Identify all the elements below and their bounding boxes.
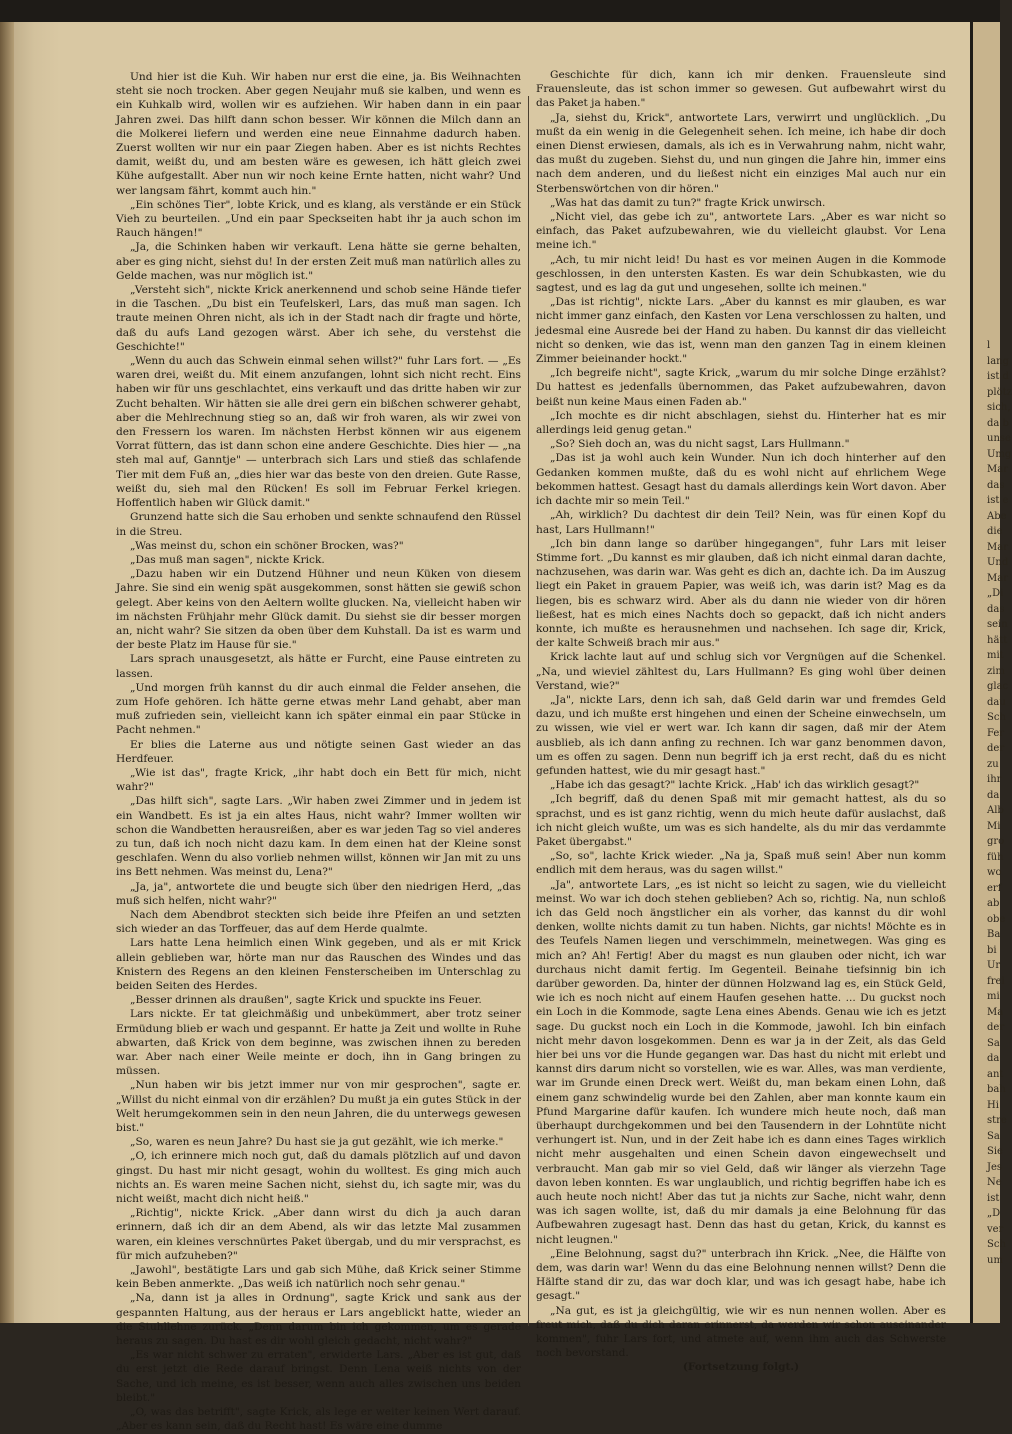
next-page-fragment: erf: [987, 882, 1002, 894]
next-page-fragment: dau: [987, 696, 1006, 708]
next-page-fragment: Sch: [987, 712, 1006, 723]
right-paragraph: „Ja, siehst du, Krick", antwortete Lars, verwirrt und unglücklich. „Du mußt da ein wenig in die Gelegenheit sehen. Ich meine, ich habe dir doch einen Dienst erwiesen, damals, als ich es in Verwahrung nahm, nicht wahr, das mußt du zugeben. Siehst du, und nun gingen die Jahre hin, immer eins nach dem anderen, und du ließest nicht ein einziges Mal auch nur ein Sterbenswörtchen von dir hören.": [536, 111, 946, 195]
left-paragraph: „Jawohl", bestätigte Lars und gab sich Mühe, daß Krick seiner Stimme kein Beben anmerkte. „Das weiß ich natürlich noch sehr genau.": [116, 1264, 521, 1291]
left-paragraph: „So, waren es neun Jahre? Du hast sie ja gut gezählt, wie ich merke.": [130, 1136, 504, 1149]
right-paragraph: „Ich begriff, daß du denen Spaß mit mir gemacht hattest, als du so sprachst, und es ist ganz richtig, wenn du mich heute dafür auslachst, daß ich nicht gleich wußte, um was es sich handelte, als du mir das verdammte Paket übergabst.": [536, 793, 946, 848]
right-paragraph: „Eine Belohnung, sagst du?" unterbrach ihn Krick. „Nee, die Hälfte von dem, was darin war! Wenn du das eine Belohnung nennen willst? Denn die Hälfte stand dir zu, das war doch klar, und was ich gesagt habe, habe ich gesagt.": [536, 1247, 946, 1303]
next-page-fragment: der: [987, 743, 1005, 754]
left-paragraph: „Das muß man sagen", nickte Krick.: [130, 553, 325, 566]
right-paragraph: „Ah, wirklich? Du dachtest dir dein Teil? Nein, was für einen Kopf du hast, Lars Hullmann!": [536, 509, 946, 536]
left-text-column: [116, 70, 521, 1433]
top-dark-band: [0, 0, 1000, 22]
left-paragraph: Er blies die Laterne aus und nötigte seinen Gast wieder an das Herdfeuer.: [116, 738, 521, 765]
next-page-fragment: Mar: [987, 572, 1008, 584]
next-page-fragment: Ba: [987, 929, 1001, 940]
next-page-fragment: da b: [987, 417, 1009, 429]
right-paragraphs: [536, 68, 946, 1360]
left-paragraph: „Richtig", nickte Krick. „Aber dann wirst du dich ja auch daran erinnern, daß ich dir an dem Abend, als wir das letzte Mal zusammen waren, ein kleines verschnürtes Paket übergab, und du mir versprachst, es für mich aufzuheben?": [116, 1207, 521, 1262]
left-paragraph: „Wenn du auch das Schwein einmal sehen willst?" fuhr Lars fort. — „Es waren drei, weißt du. Mit einem anzufangen, lohnt sich nicht recht. Eins haben wir für uns geschlachtet, eins verkauft und das dritte haben wir zur Zucht behalten. Wir hätten sie alle drei gern ein bißchen schwerer gehabt, aber die Mehlrechnung stieg so an, daß wir froh waren, als wir zwei von den Fressern los waren. Im nächsten Herbst können wir aus eigenem Vorrat füttern, das ist dann schon eine andere Geschichte. Dies hier — „na steh mal auf, Ganntje" — unterbrach sich Lars und stieß das schlafende Tier mit dem Fuß an, „dies hier war das beste von den dreien. Gute Rasse, weißt du, sieh mal den Rücken! Es soll im Februar Ferkel kriegen. Hoffentlich haben wir Glück damit.": [116, 355, 521, 510]
next-page-fragment: der: [987, 1022, 1005, 1033]
next-page-fragment: Sa: [987, 1130, 1000, 1142]
left-paragraph: „O, ich erinnere mich noch gut, daß du damals plötzlich auf und davon gingst. Du hast mir nicht gesagt, wohin du wolltest. Es ging mich auch nichts an. Es waren meine Sachen nicht, siehst du, ich sagte mir, was du nicht weißt, macht dich nicht heiß.": [116, 1150, 521, 1206]
right-paragraph: „Was hat das damit zu tun?" fragte Krick unwirsch.: [550, 196, 826, 209]
left-paragraph: „Wie ist das", fragte Krick, „ihr habt doch ein Bett für mich, nicht wahr?": [116, 766, 521, 794]
next-page-fragment: sein: [987, 619, 1008, 630]
next-page-fragment: „Di: [987, 588, 1004, 599]
left-paragraph: „Na, dann ist ja alles in Ordnung", sagte Krick und sank aus der gespannten Haltung, aus der heraus er Lars angeblickt hatte, wieder an die Stuhllehne zurück. „Denn darum bin ich gekommen, um es gerade heraus zu sagen. Du hast es dir wohl gleich gedacht, nicht wahr?": [116, 1292, 521, 1348]
left-paragraph: Lars hatte Lena heimlich einen Wink gegeben, und als er mit Krick allein geblieben war, hörte man nur das Rauschen des Windes und das Knistern des Regens an den kleinen Fensterscheiben im Unterschlag zu beiden Seiten des Herdes.: [116, 937, 521, 992]
next-page-fragment: Umg: [987, 448, 1012, 460]
right-paragraph: Geschichte für dich, kann ich mir denken. Frauensleute sind Frauensleute, das ist schon immer so gewesen. Gut aufbewahrt wirst du das Paket ja haben.": [536, 69, 946, 110]
next-page-fragment: lang: [987, 355, 1010, 367]
left-paragraph: „O, was das betrifft", sagte Krick, als lege er weiter keinen Wert darauf. „Aber es kann sein, daß du Recht hast! Es wäre eine dumme: [116, 1406, 521, 1433]
next-page-fragment: Mar: [987, 464, 1008, 475]
next-page-fragment: Ur: [987, 960, 1001, 971]
next-page-fragment: frei: [987, 975, 1005, 987]
next-page-fragment: plötz: [987, 386, 1012, 398]
left-paragraph: „Nun haben wir bis jetzt immer nur von mir gesprochen", sagte er. „Willst du nicht einmal von dir erzählen? Du mußt ja ein gutes Stück in der Welt herumgekommen sein in den neun Jahren, die du unterwegs gewesen bist.": [116, 1079, 521, 1135]
right-text-column: [536, 68, 946, 1374]
next-page-fragment: Sa: [987, 1037, 1000, 1049]
left-paragraph: „Ja, ja", antwortete die und beugte sich über den niedrigen Herd, „das muß sich helfen, nicht wahr?": [116, 880, 521, 907]
next-page-fragment: ant: [987, 1068, 1004, 1080]
right-paragraph: „Ich mochte es dir nicht abschlagen, siehst du. Hinterher hat es mir allerdings leid genug getan.": [536, 409, 946, 437]
next-page-fragment: mi: [987, 991, 1000, 1002]
left-paragraph: „Dazu haben wir ein Dutzend Hühner und neun Küken von diesem Jahre. Sie sind ein wenig spät ausgekommen, sonst hätten sie gewiß schon gelegt. Aber keins von den Aeltern wollte glucken. Na, vielleicht haben wir im nächsten Frühjahr mehr Glück damit. Du siehst sie dir besser morgen an, nicht wahr? Sie sitzen da oben über dem Kuhstall. Da ist es warm und der beste Platz im Hause für sie.": [116, 568, 521, 652]
next-page-fragment: unse: [987, 433, 1011, 444]
next-page-fragment: stre: [987, 1115, 1007, 1126]
right-paragraph: „Das ist ja wohl auch kein Wunder. Nun ich doch hinterher auf den Gedanken kommen mußte, daß du es wohl nicht auf ehrlichem Wege bekommen hattest. Gesagt hast du damals allerdings kein Wort davon. Aber ich dachte mir so mein Teil.": [536, 452, 946, 508]
right-paragraph: Krick lachte laut auf und schlug sich vor Vergnügen auf die Schenkel. „Na, und wieviel zähltest du, Lars Hullmann? Es ging wohl über deinen Verstand, wie?": [536, 651, 946, 692]
right-paragraph: „Nicht viel, das gebe ich zu", antwortete Lars. „Aber es war nicht so einfach, das Paket aufzubewahren, wie du vielleicht glaubst. Vor Lena meine ich.": [536, 211, 946, 252]
left-paragraph: Grunzend hatte sich die Sau erhoben und senkte schnaufend den Rüssel in die Streu.: [116, 511, 521, 538]
next-page-fragment: obe: [987, 913, 1006, 925]
next-page-fragment: Jes: [987, 1161, 1003, 1173]
continuation-note: (Fortsetzung folgt.): [682, 1361, 800, 1374]
next-page-fragment: Sie: [987, 1146, 1003, 1157]
right-paragraph: „Habe ich das gesagt?" lachte Krick. „Hab' ich das wirklich gesagt?": [550, 779, 920, 792]
page-binding-edge: [0, 22, 14, 1323]
next-page-fragment: hätt: [987, 634, 1008, 646]
left-paragraph: Lars nickte. Er tat gleichmäßig und unbekümmert, aber trotz seiner Ermüdung blieb er wach und gespannt. Er hatte ja Zeit und wollte in Ruhe abwarten, daß Krick von dem beginne, was zwischen ihnen zu bereden war. Aber nach einer Weile meinte er doch, ihn in Gang bringen zu müssen.: [116, 1008, 521, 1078]
right-paragraph: „So? Sieh doch an, was du nicht sagst, Lars Hullmann.": [550, 438, 850, 451]
left-paragraph: „Ja, die Schinken haben wir verkauft. Lena hätte sie gerne behalten, aber es ging nicht, siehst du! In der ersten Zeit muß man natürlich alles zu Gelde machen, was nur möglich ist.": [116, 241, 521, 282]
left-paragraph: „Und morgen früh kannst du dir auch einmal die Felder ansehen, die zum Hofe gehören. Ich hätte gerne etwas mehr Land gehabt, aber man muß zufrieden sein, vielleicht kann ich später einmal ein paar Stücke in Pacht nehmen.": [116, 681, 521, 737]
next-page-fragment: Mi: [987, 820, 1001, 832]
column-divider: [528, 96, 529, 1326]
next-page-fragment: mit: [987, 650, 1004, 661]
left-paragraph: „Versteht sich", nickte Krick anerkennend und schob seine Hände tiefer in die Taschen. „Du bist ein Teufelskerl, Lars, das muß man sagen. Ich traute meinen Ohren nicht, als ich in der Stadt nach dir fragte und hörte, daß du aufs Land gezogen wärst. Aber ich sehe, du verstehst die Geschichte!": [116, 284, 521, 353]
left-paragraph: „Es war nicht schwer zu erraten", erwiderte Lars. „Aber es ist gut, daß du erst jetzt die Rede darauf bringst. Denn Lena weiß nichts von der Sache, und ich meine, es ist besser, wenn auch alles zwischen uns beiden bleibt.": [116, 1349, 521, 1404]
right-paragraph: „Ja", nickte Lars, denn ich sah, daß Geld darin war und fremdes Geld dazu, und ich mußte erst hingehen und einen der Scheine einwechseln, um zu wissen, wie viel er wert war. Ich kann dir sagen, daß mir der Atem ausblieb, als ich dann anfing zu rechnen. Ich war ganz benommen davon, um es offen zu sagen. Denn nun begriff ich ja erst recht, daß du es nicht gefunden hattest, wie du mir gesagt hast.": [536, 693, 946, 777]
next-page-edge: [970, 22, 1012, 1323]
next-page-fragment: die: [987, 526, 1003, 537]
next-page-fragment: Ma: [987, 1006, 1004, 1018]
left-paragraph: „Ein schönes Tier", lobte Krick, und es klang, als verstände er ein Stück Vieh zu beurteilen. „Und ein paar Speckseiten habt ihr ja auch schon im Rauch hängen!": [116, 198, 521, 240]
next-page-fragment: sich,: [987, 402, 1011, 413]
next-page-fragment: das: [987, 603, 1005, 615]
next-page-fragment: da: [987, 789, 1000, 801]
next-page-fragment: um: [987, 1254, 1003, 1266]
next-page-fragment: Abe: [987, 510, 1007, 522]
right-paragraph: „Das ist richtig", nickte Lars. „Aber du kannst es mir glauben, es war nicht immer ganz einfach, den Kasten vor Lena verschlossen zu halten, und jedesmal eine Ausrede bei der Hand zu haben. Du kannst dir das vielleicht nicht so denken, wie das ist, wenn man den ganzen Tag in einem kleinen Zimmer beieinander hockt.": [536, 296, 946, 366]
left-paragraph: Nach dem Abendbrot steckten sich beide ihre Pfeifen an und setzten sich wieder an das Torffeuer, das auf dem Herde qualmte.: [116, 908, 521, 936]
next-page-fragment: Alb: [987, 805, 1004, 816]
next-page-fragment: wo: [987, 867, 1002, 878]
next-page-fragment: füh: [987, 851, 1004, 863]
left-paragraph: Lars sprach unausgesetzt, als hätte er Furcht, eine Pause eintreten zu lassen.: [116, 653, 521, 680]
right-paragraph: „Ach, tu mir nicht leid! Du hast es vor meinen Augen in die Kommode geschlossen, in den untersten Kasten. Es war dein Schubkasten, wie du sagtest, und es lag da gut und ungesehen, sollte ich meinen.": [536, 253, 946, 295]
next-page-fragment: ist d: [987, 371, 1009, 382]
next-page-fragment: „D: [987, 1208, 1001, 1219]
left-paragraph: Und hier ist die Kuh. Wir haben nur erst die eine, ja. Bis Weihnachten steht sie noch trocken. Aber gegen Neujahr muß sie kalben, und wenn es ein Kuhkalb wird, wollen wir es aufziehen. Wir haben dann in ein paar Jahren zwei. Das hilft dann schon besser. Wir können die Milch dann an die Molkerei liefern und werden eine neue Einnahme dadurch haben. Zuerst wollten wir nur ein paar Ziegen haben. Aber es ist nichts Rechtes damit, weißt du, und am besten wäre es gewesen, ich hätt gleich zwei Kühe aufgestallt. Aber nun wir noch keine Ernte hatten, nicht wahr? Und wer langsam fährt, kommt auch hin.": [116, 71, 521, 197]
next-page-fragment: Mar: [987, 541, 1008, 553]
next-page-fragment: das: [987, 479, 1005, 491]
next-page-fragment: bah: [987, 1084, 1006, 1095]
next-page-fragment: Und: [987, 557, 1009, 568]
right-paragraph: „Ich bin dann lange so darüber hingegangen", fuhr Lars mit leiser Stimme fort. „Du kannst es mir glauben, daß ich nicht einmal daran dachte, nachzusehen, was darin war. Was geht es dich an, dachte ich. Da im Auszug liegt ein Paket in grauem Papier, was weiß ich, was darin ist? Mag es da liegen, bis es schwarz wird. Aber als du dann nie wieder von dir hören ließest, hat es mich eines Nachts doch so gepackt, daß ich nicht anders konnte, ich mußte es herausnehmen und nachsehen. Ich sage dir, Krick, der kalte Schweiß brach mir aus.": [536, 537, 946, 650]
right-paragraph: „Na gut, es ist ja gleichgültig, wie wir es nun nennen wollen. Aber es freut mich, daß du dich daran erinnerst, da werden wir schon auseinander kommen", fuhr Lars fort, und atmete auf, wenn ihm auch das Schwerste noch bevorstand.: [536, 1304, 946, 1360]
next-page-fragment: Hi: [987, 1099, 999, 1111]
next-page-fragment: ist: [987, 1192, 1000, 1204]
next-page-fragment: ab: [987, 898, 1000, 909]
left-paragraph: „Was meinst du, schon ein schöner Brocken, was?": [130, 539, 404, 552]
next-page-fragment: zim: [987, 665, 1005, 677]
next-page-fragment: ihr: [987, 774, 1002, 785]
right-paragraph: „So, so", lachte Krick wieder. „Na ja, Spaß muß sein! Aber nun komm endlich mit dem heraus, was du sagen willst.": [536, 850, 946, 877]
left-paragraph: „Besser drinnen als draußen", sagte Krick und spuckte ins Feuer.: [130, 994, 482, 1007]
next-page-fragment: bi: [987, 944, 997, 956]
next-page-fragment: zu: [987, 758, 999, 770]
next-page-fragment: da: [987, 1053, 1000, 1064]
next-page-fragment: Fer: [987, 727, 1005, 739]
next-page-fragment: ver: [987, 1223, 1004, 1235]
next-page-fragment: Ne: [987, 1177, 1002, 1188]
right-paragraph: „Ja", antwortete Lars, „es ist nicht so leicht zu sagen, wie du vielleicht meinst. Wo war ich doch stehen geblieben? Ach so, richtig. Na, nun schloß ich das Geld noch ängstlicher ein als vorher, das kannst du dir wohl denken, wollte nichts damit zu tun haben. Nichts, gar nichts! Möchte es in des Teufels Namen liegen und verschimmeln, meinetwegen. Was ging es mich an? Ah! Fertig! Aber du magst es nun glauben oder nicht, ich war durchaus nicht damit fertig. Im Gegenteil. Beinahe tiefsinnig bin ich darüber geworden. Da, hinter der dünnen Holzwand lag es, ein Stück Geld, wie ich es noch nicht auf einem Haufen gesehen hatte. ... Du guckst noch ein Loch in die Kommode, sagte Lena eines Abends. Genau wie ich es jetzt sage. Du guckst noch ein Loch in die Kommode, jawohl. Ich bin einfach nicht mehr davon losgekommen. Denn es war ja in der Zeit, als das Geld hier bei uns vor die Hunde gegangen war. Das hast du nicht mit erlebt und kannst dirs darum nicht so vorstellen, wie es war. Alles, was man verdiente, war im Grunde einen Dreck wert. Weißt du, man bekam einen Lohn, daß einem ganz schwindelig wurde bei den Zahlen, aber man konnte kaum ein Pfund Margarine dafür kaufen. Ich wundere mich heute noch, daß man überhaupt durchgekommen und bei den Tausendern in der Lohntüte nicht verhungert ist. Nun, und in der Zeit habe ich es dann eines Tages wirklich nicht mehr ausgehalten und einen Schein davon eingewechselt und verbraucht. Man gab mir so viel Geld, daß wir länger als vierzehn Tage davon leben konnten. Es war unglaublich, und richtig begriffen habe ich es auch heute noch nicht! Aber das tut ja nichts zur Sache, nicht wahr, denn was ich sagen wollte, ist, daß du mir damals ja eine Belohnung für das Aufbewahren zugesagt hast. Denn das hast du getan, Krick, du kannst es nicht leugnen.": [536, 878, 946, 1246]
next-page-fragment: l: [987, 340, 991, 351]
next-page-fragment: glac: [987, 681, 1009, 692]
right-paragraph: „Ich begreife nicht", sagte Krick, „warum du mir solche Dinge erzählst? Du hattest es jedenfalls übernommen, das Paket aufzubewahren, davon beißt nun keine Maus einen Faden ab.": [536, 367, 946, 408]
next-page-fragment: Sch: [987, 1239, 1006, 1250]
next-page-fragment: gro: [987, 836, 1005, 847]
left-paragraph: „Das hilft sich", sagte Lars. „Wir haben zwei Zimmer und in jedem ist ein Wandbett. Es ist ja ein altes Haus, nicht wahr? Immer wollten wir schon die Wandbetten herausreißen, aber es war jeden Tag so viel anderes zu tun, daß ich noch nicht dazu kam. In dem einen hat der Kleine sonst geschlafen. Wenn du also vorlieb nehmen willst, können wir Jan mit zu uns ins Bett nehmen. Was meinst du, Lena?": [116, 795, 521, 879]
next-page-fragment: ist e: [987, 495, 1009, 506]
